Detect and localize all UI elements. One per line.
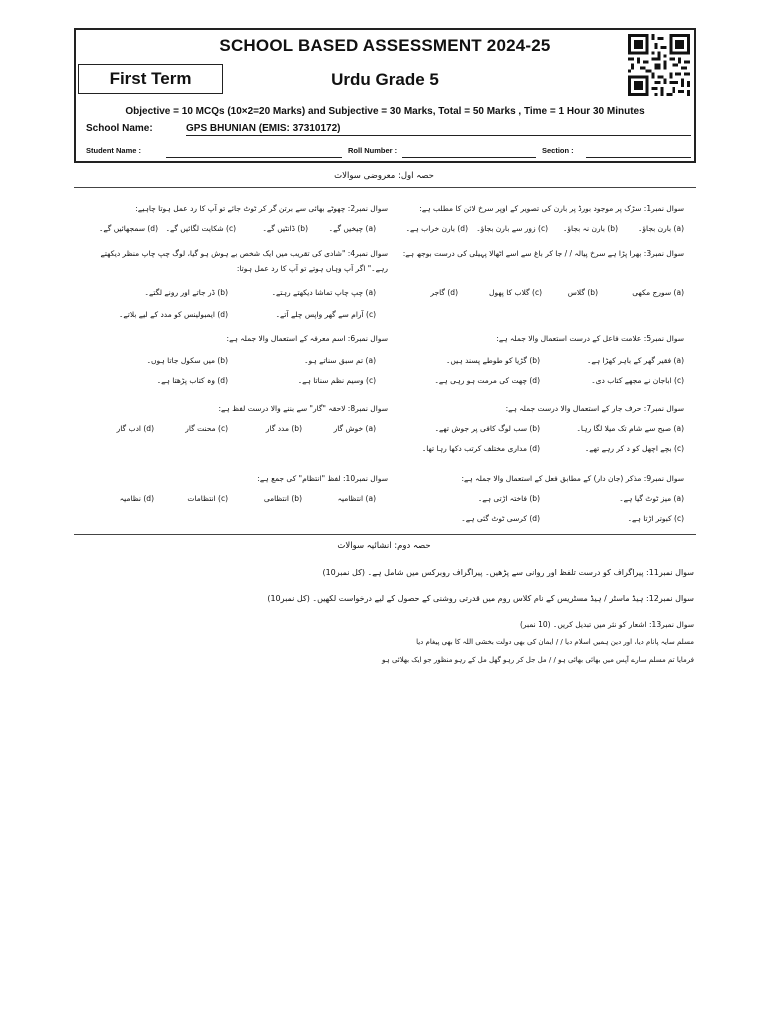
- roll-number-label: Roll Number :: [348, 146, 398, 155]
- q7-option-d[interactable]: (d) مداری مختلف کرتب دکھا رہا تھا۔: [421, 444, 540, 453]
- q5-option-a[interactable]: (a) فقیر گھر کے باہر کھڑا ہے۔: [586, 356, 684, 365]
- part2-heading: حصہ دوم: انشائیہ سوالات: [337, 541, 431, 551]
- question-2: سوال نمبر2: چھوٹے بھائی سے برتن گر کر ٹوٹ جائے تو آپ کا رد عمل ہوتا چاہیے:: [135, 204, 388, 213]
- q9-option-a[interactable]: (a) میز ٹوٹ گیا ہے۔: [619, 494, 684, 503]
- q10-option-d[interactable]: (d) نظامیہ: [119, 494, 154, 503]
- q4-option-b[interactable]: (b) ڈر جاتے اور رونے لگتے۔: [144, 288, 228, 297]
- school-name-label: School Name:: [86, 123, 153, 134]
- question-11: سوال نمبر11: پیراگراف کو درست تلفظ اور روانی سے پڑھیں۔ پیراگراف روبرکس میں شامل ہے۔ (کل نمبر10): [322, 568, 694, 577]
- subject-title: Urdu Grade 5: [331, 70, 439, 89]
- part1-heading: حصہ اول: معروضی سوالات: [334, 171, 434, 181]
- section-label: Section :: [542, 146, 574, 155]
- q6-option-c[interactable]: (c) وسیم نظم سناتا ہے۔: [297, 376, 376, 385]
- exam-header: [74, 28, 696, 163]
- q4-option-d[interactable]: (d) ایمبولینس کو مدد کے لیے بلاتے۔: [118, 310, 228, 319]
- q5-option-b[interactable]: (b) گڑیا کو طوطے پسند ہیں۔: [445, 356, 540, 365]
- q7-option-a[interactable]: (a) صبح سے شام تک میلا لگا رہا۔: [576, 424, 684, 433]
- q9-option-c[interactable]: (c) کبوتر اڑتا ہے۔: [627, 514, 684, 523]
- question-7: سوال نمبر7: حرف جار کے استعمال والا درست جملہ ہے:: [505, 404, 684, 413]
- verse-line-1: مسلم سایہ پانام دیا، اور دین ہمیں اسلام دیا / / ایمان کی بھی دولت بخشی اللہ کا بھی پیغام دیا: [416, 638, 694, 646]
- verse-line-2: فرمایا تم مسلم سارے آپس میں بھائی بھائی ہو / / مل جل کر رہو گھل مل کے رہو منظور جو ایک بھلائی ہو: [382, 656, 694, 664]
- q3-option-c[interactable]: (c) گلاب کا پھول: [489, 288, 542, 297]
- section-field[interactable]: [586, 157, 691, 158]
- q10-option-b[interactable]: (b) انتظامی: [263, 494, 302, 503]
- question-5: سوال نمبر5: علامت فاعل کے درست استعمال والا جملہ ہے:: [496, 334, 684, 343]
- question-8: سوال نمبر8: لاحقہ "گار" سے بننے والا درست لفظ ہے:: [218, 404, 388, 413]
- q8-option-c[interactable]: (c) محنت گار: [185, 424, 228, 433]
- q4-option-a[interactable]: (a) چپ چاپ تماشا دیکھتے رہتے۔: [271, 288, 376, 297]
- q2-option-c[interactable]: (c) شکایت لگائیں گے۔: [165, 224, 236, 233]
- q5-option-c[interactable]: (c) اباجان نے مجھے کتاب دی۔: [591, 376, 684, 385]
- q2-option-b[interactable]: (b) ڈانٹیں گے۔: [262, 224, 308, 233]
- exam-title: SCHOOL BASED ASSESSMENT 2024-25: [219, 36, 551, 55]
- q5-option-d[interactable]: (d) چھت کی مرمت ہو رہی ہے۔: [434, 376, 540, 385]
- question-13: سوال نمبر13: اشعار کو نثر میں تبدیل کریں۔ (10 نمبر): [519, 620, 694, 629]
- q6-option-a[interactable]: (a) تم سبق سناتے ہو۔: [304, 356, 376, 365]
- divider: [74, 187, 696, 188]
- q10-option-c[interactable]: (c) انتظامات: [187, 494, 228, 503]
- q3-option-b[interactable]: (b) گلاس: [567, 288, 598, 297]
- roll-number-field[interactable]: [402, 157, 536, 158]
- question-4: سوال نمبر4: "شادی کی تقریب میں ایک شخص بے ہوش ہو گیا، لوگ چپ چاپ منظر دیکھتے رہے۔" اگر آپ وہاں ہوتے تو آپ کا رد عمل ہوتا:: [100, 249, 388, 273]
- q6-option-b[interactable]: (b) میں سکول جاتا ہوں۔: [146, 356, 228, 365]
- q4-option-c[interactable]: (c) آرام سے گھر واپس چلے آتے۔: [275, 310, 376, 319]
- question-1: سوال نمبر1: سڑک پر موجود بورڈ پر بارن کی تصویر کے اوپر سرخ لائن کا مطلب ہے:: [419, 204, 684, 213]
- term-box: First Term: [78, 64, 223, 94]
- q8-option-b[interactable]: (b) مدد گار: [265, 424, 302, 433]
- q6-option-d[interactable]: (d) وہ کتاب پڑھتا ہے۔: [156, 376, 228, 385]
- q7-option-b[interactable]: (b) سب لوگ کافی پر جوش تھے۔: [434, 424, 540, 433]
- q8-option-a[interactable]: (a) خوش گار: [333, 424, 376, 433]
- question-12: سوال نمبر12: ہیڈ ماسٹر / ہیڈ مسٹریس کے نام کلاس روم میں قدرتی روشنی کے حصول کے لیے درخواست لکھیں۔ (کل نمبر10): [267, 594, 694, 603]
- q1-option-c[interactable]: (c) زور سے بارن بجاؤ۔: [476, 224, 548, 233]
- question-6: سوال نمبر6: اسم معرفہ کے استعمال والا جملہ ہے:: [226, 334, 388, 343]
- q7-option-c[interactable]: (c) بچے اچھل کو د کر رہے تھے۔: [584, 444, 684, 453]
- qr-code-icon: [628, 34, 690, 96]
- student-name-field[interactable]: [166, 157, 342, 158]
- q9-option-b[interactable]: (b) فاختہ اڑتی ہے۔: [477, 494, 540, 503]
- q8-option-d[interactable]: (d) ادب گار: [116, 424, 154, 433]
- q1-option-b[interactable]: (b) بارن نہ بجاؤ۔: [563, 224, 618, 233]
- student-name-label: Student Name :: [86, 146, 142, 155]
- q3-option-a[interactable]: (a) سورج مکھی: [632, 288, 684, 297]
- q9-option-d[interactable]: (d) کرسی ٹوٹ گئی ہے۔: [461, 514, 540, 523]
- question-3: سوال نمبر3: بھرا پڑا ہے سرخ پیالہ / / جا کر باغ سے اسے اٹھالا پہیلی کی درست بوجھ ہے:: [402, 249, 684, 258]
- question-10: سوال نمبر10: لفظ "انتظام" کی جمع ہے:: [257, 474, 388, 483]
- q3-option-d[interactable]: (d) گاجر: [430, 288, 458, 297]
- q1-option-a[interactable]: (a) بارن بجاؤ۔: [638, 224, 684, 233]
- q1-option-d[interactable]: (d) بارن خراب ہے۔: [405, 224, 468, 233]
- q2-option-d[interactable]: (d) سمجھائیں گے۔: [98, 224, 158, 233]
- divider: [74, 534, 696, 535]
- school-name-field[interactable]: GPS BHUNIAN (EMIS: 37310172): [186, 123, 691, 136]
- student-info-row: [86, 146, 691, 160]
- q2-option-a[interactable]: (a) چیخیں گے۔: [328, 224, 376, 233]
- q10-option-a[interactable]: (a) انتظامیہ: [337, 494, 376, 503]
- marks-distribution: Objective = 10 MCQs (10×2=20 Marks) and Subjective = 30 Marks, Total = 50 Marks , Time = 1 Hour 30 Minutes: [125, 106, 645, 117]
- question-9: سوال نمبر9: مذکر (جان دار) کے مطابق فعل کے استعمال والا جملہ ہے:: [461, 474, 684, 483]
